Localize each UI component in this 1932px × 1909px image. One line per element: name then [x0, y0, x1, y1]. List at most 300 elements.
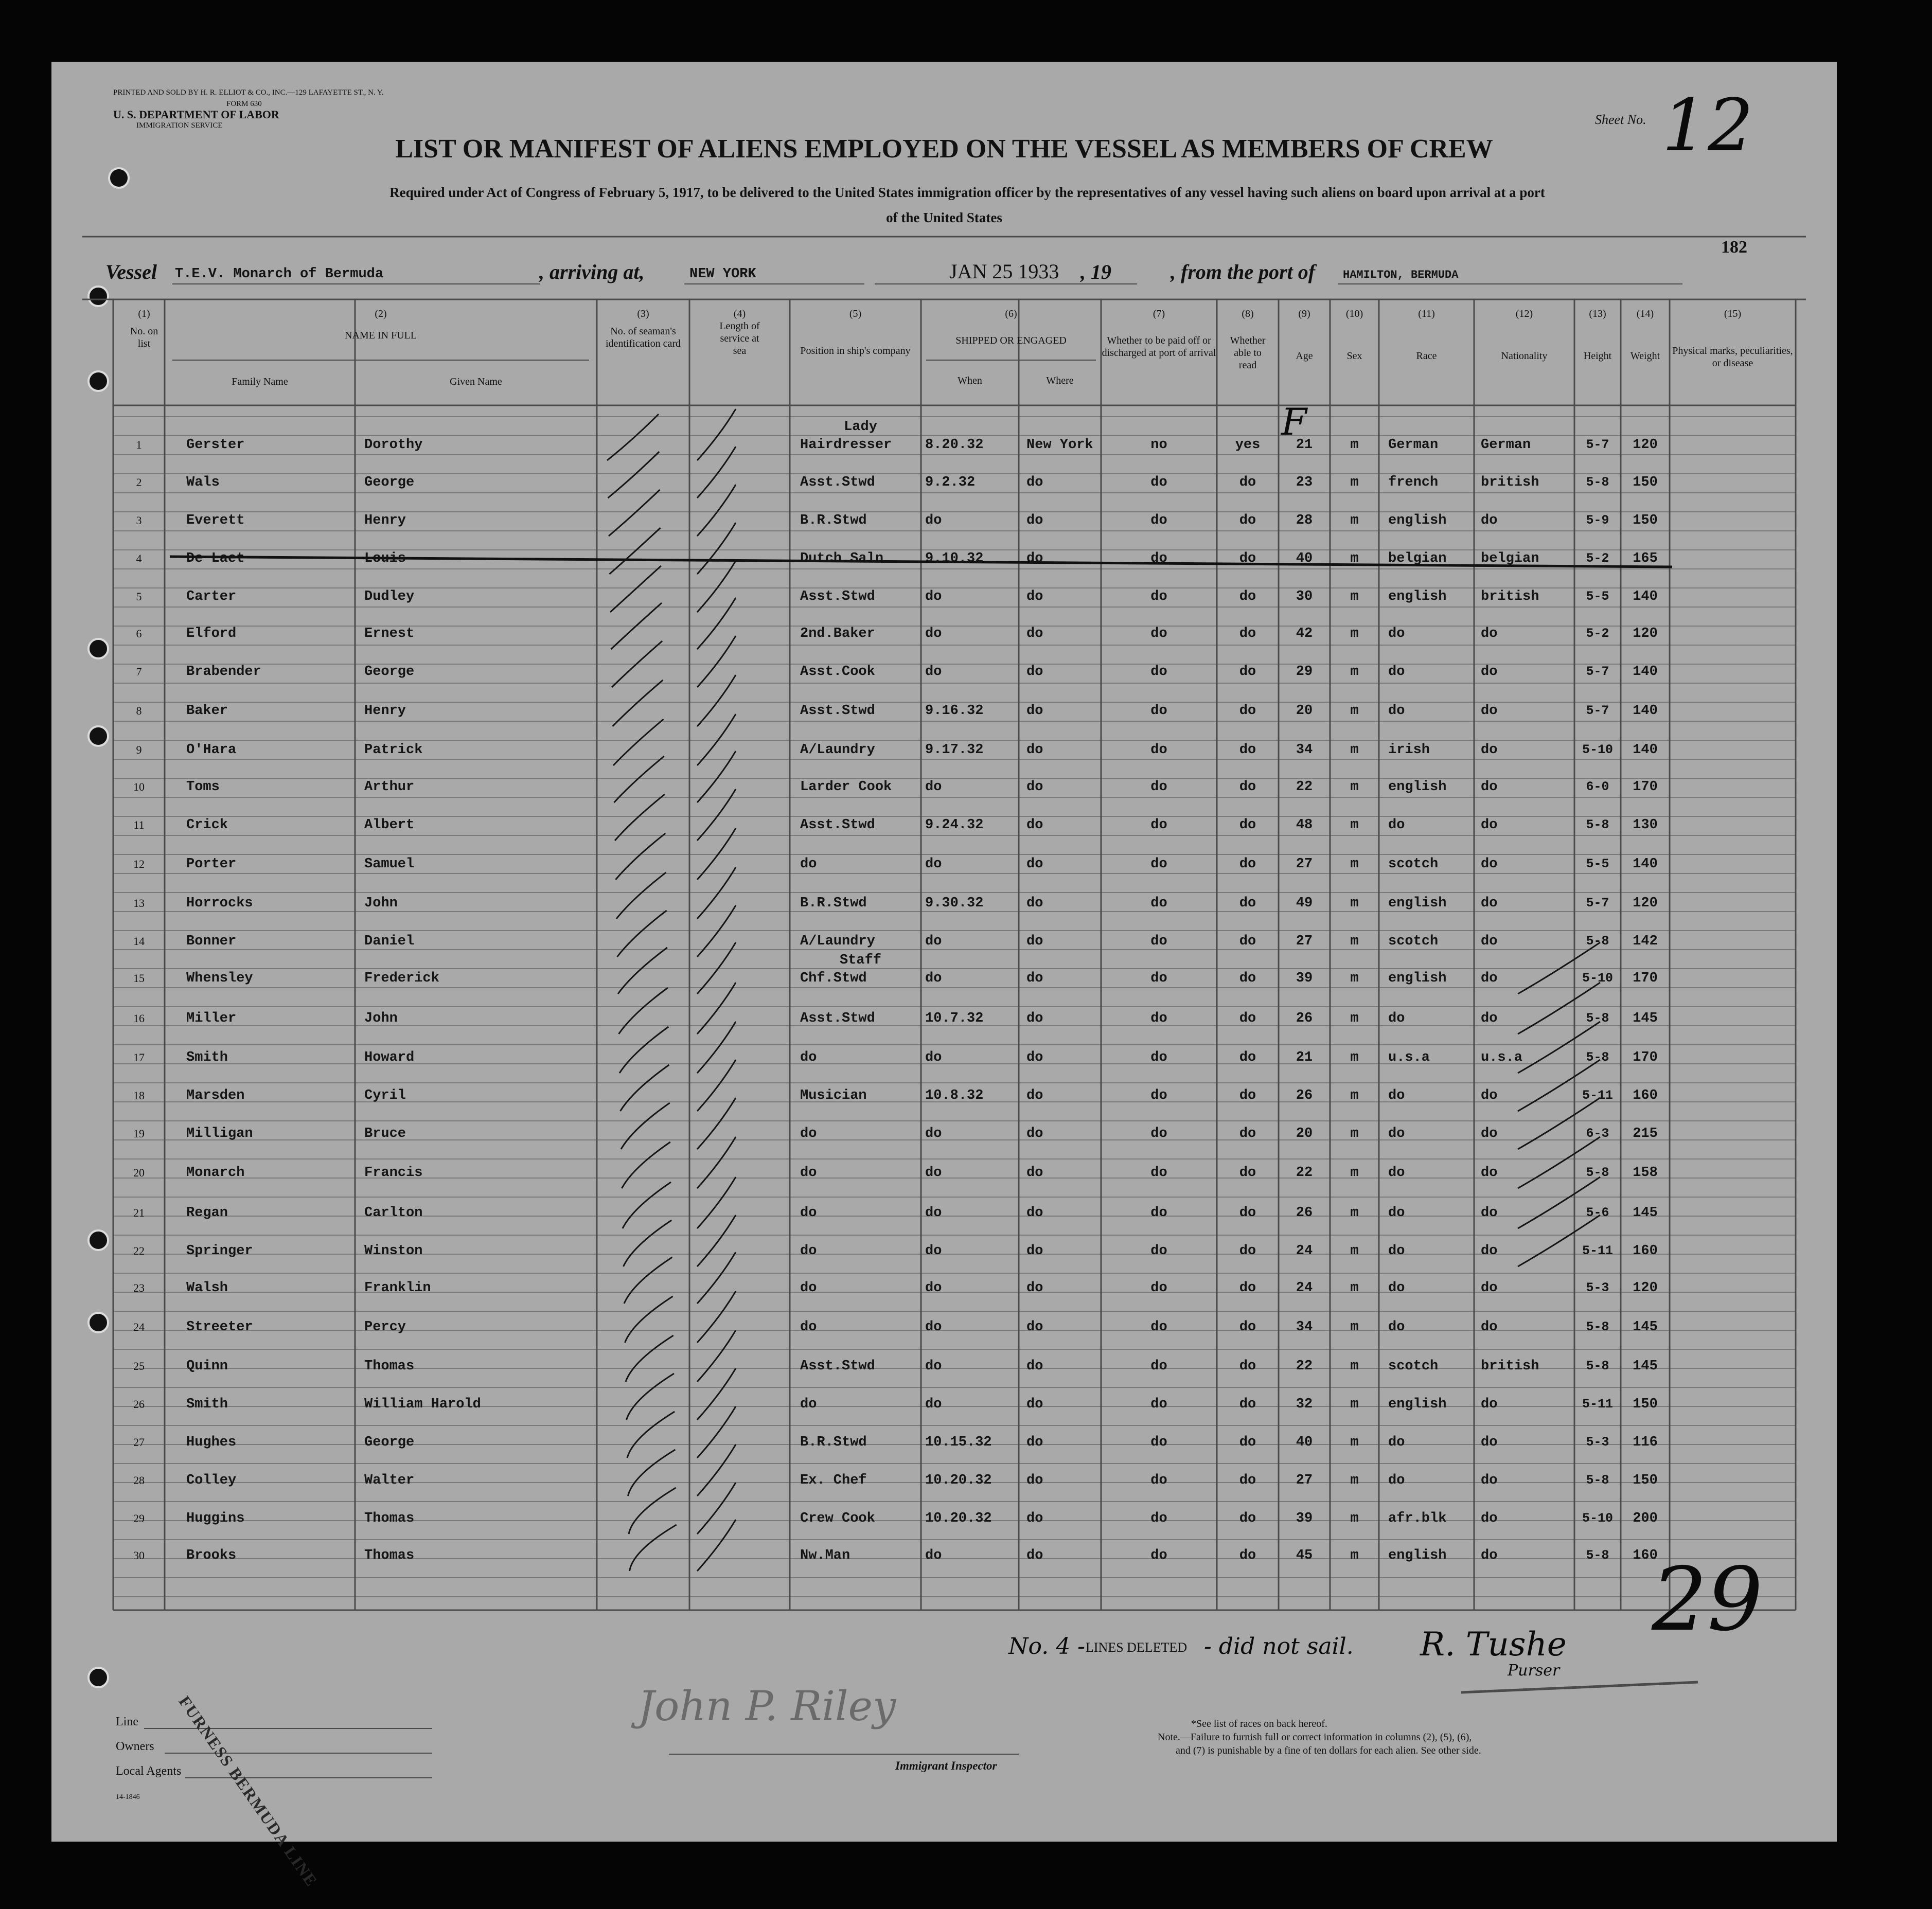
col13-number: (13) — [1589, 308, 1606, 319]
cell-age: 45 — [1296, 1548, 1313, 1563]
cell-where: do — [1026, 513, 1043, 528]
cell-position: do — [800, 1205, 817, 1221]
cell-paid: do — [1150, 1165, 1167, 1181]
cell-weight: 215 — [1633, 1126, 1658, 1141]
cell-family: Elford — [186, 626, 237, 641]
col15-number: (15) — [1724, 308, 1742, 319]
cell-family: Smith — [186, 1050, 228, 1065]
cell-position: B.R.Stwd — [800, 1435, 867, 1450]
cell-height: 5-8 — [1586, 934, 1609, 949]
cell-family: Smith — [186, 1397, 228, 1412]
cell-no: 18 — [133, 1089, 145, 1102]
company-stamp: FURNESS BERMUDA LINE — [175, 1692, 322, 1890]
cell-race: afr.blk — [1388, 1511, 1447, 1526]
cell-given: Daniel — [364, 934, 415, 949]
col9-number: (9) — [1298, 308, 1310, 319]
cell-family: Hughes — [186, 1435, 237, 1450]
cell-sex: m — [1350, 1280, 1359, 1296]
cell-height: 5-10 — [1582, 1511, 1613, 1526]
col3-header: No. of seaman's identification card — [605, 326, 681, 349]
cell-race: english — [1388, 896, 1447, 911]
when-header: When — [958, 375, 982, 386]
col2-header: NAME IN FULL — [345, 330, 417, 341]
cell-age: 20 — [1296, 703, 1313, 719]
cell-weight: 130 — [1633, 817, 1658, 833]
cell-read: do — [1239, 934, 1256, 949]
cell-when: do — [925, 1548, 942, 1563]
check-mark — [624, 1220, 672, 1266]
cell-family: Milligan — [186, 1126, 253, 1141]
cell-paid: do — [1150, 971, 1167, 986]
cell-family: Miller — [186, 1011, 237, 1026]
cell-where: do — [1026, 1435, 1043, 1450]
cell-where: do — [1026, 934, 1043, 949]
cell-where: do — [1026, 1511, 1043, 1526]
cell-sex: m — [1350, 779, 1359, 795]
cell-when: do — [925, 589, 942, 604]
cell-read: do — [1239, 1280, 1256, 1296]
cell-family: Streeter — [186, 1319, 253, 1335]
cell-family: Brabender — [186, 664, 261, 680]
cell-race: do — [1388, 703, 1405, 719]
cell-given: Patrick — [364, 742, 423, 758]
cell-age: 24 — [1296, 1280, 1313, 1296]
sheet-label: Sheet No. — [1595, 112, 1646, 127]
cell-race: english — [1388, 1548, 1447, 1563]
cell-position: do — [800, 1397, 817, 1412]
fine-note-1: Note.—Failure to furnish full or correct information in columns (2), (5), (6), — [1158, 1732, 1472, 1743]
cell-no: 15 — [133, 972, 145, 985]
cell-given: George — [364, 1435, 415, 1450]
cell-nationality: british — [1481, 475, 1539, 490]
cell-family: Regan — [186, 1205, 228, 1221]
sex-correction-mark: F — [1281, 400, 1307, 443]
cell-sex: m — [1350, 664, 1359, 680]
col1-header: No. on list — [130, 326, 158, 349]
cell-sex: m — [1350, 437, 1359, 453]
cell-race: english — [1388, 1397, 1447, 1412]
col7-number: (7) — [1153, 308, 1165, 319]
service-name: IMMIGRATION SERVICE — [136, 121, 223, 130]
check-mark — [627, 1412, 675, 1458]
cell-race: scotch — [1388, 1359, 1439, 1374]
cell-when: do — [925, 1319, 942, 1335]
cell-no: 16 — [133, 1012, 145, 1025]
form-ruling — [51, 62, 1837, 1842]
cell-read: do — [1239, 857, 1256, 872]
cell-read: do — [1239, 817, 1256, 833]
cell-read: do — [1239, 626, 1256, 641]
cell-when: 9.10.32 — [925, 551, 984, 566]
check-mark — [624, 1257, 672, 1304]
cell-given: Ernest — [364, 626, 415, 641]
cell-age: 49 — [1296, 896, 1313, 911]
cell-paid: do — [1150, 551, 1167, 566]
cell-given: Francis — [364, 1165, 423, 1181]
cell-height: 5-7 — [1586, 437, 1609, 452]
cell-nationality: belgian — [1481, 551, 1539, 566]
col11-header: Race — [1416, 350, 1437, 362]
cell-nationality: do — [1481, 1473, 1498, 1488]
cell-position: Ex. Chef — [800, 1473, 867, 1488]
cell-nationality: do — [1481, 1548, 1498, 1563]
cell-position: Chf.Stwd — [800, 971, 867, 986]
cell-sex: m — [1350, 817, 1359, 833]
cell-paid: do — [1150, 626, 1167, 641]
cell-where: do — [1026, 742, 1043, 758]
cell-where: do — [1026, 1319, 1043, 1335]
col14-number: (14) — [1636, 308, 1654, 319]
cell-no: 9 — [136, 743, 142, 756]
cell-family: Walsh — [186, 1280, 228, 1296]
cell-nationality: do — [1481, 896, 1498, 911]
cell-when: 10.20.32 — [925, 1473, 992, 1488]
cell-height: 5-3 — [1586, 1280, 1609, 1295]
form-number: FORM 630 — [226, 100, 262, 108]
cell-given: Thomas — [364, 1548, 415, 1563]
cell-position: do — [800, 1280, 817, 1296]
cell-sex: m — [1350, 1243, 1359, 1259]
cell-weight: 140 — [1633, 857, 1658, 872]
check-mark — [622, 1142, 670, 1188]
cell-age: 39 — [1296, 971, 1313, 986]
check-mark — [623, 1182, 671, 1228]
cell-family: Huggins — [186, 1511, 245, 1526]
cell-position: Dutch.Saln — [800, 551, 884, 566]
cell-position: do — [800, 1243, 817, 1259]
cell-family: Crick — [186, 817, 228, 833]
cell-read: do — [1239, 1205, 1256, 1221]
cell-where: do — [1026, 1243, 1043, 1259]
cell-read: do — [1239, 703, 1256, 719]
check-mark — [625, 1296, 673, 1343]
cell-sex: m — [1350, 1511, 1359, 1526]
cell-age: 22 — [1296, 1359, 1313, 1374]
col14-header: Weight — [1630, 350, 1660, 362]
cell-sex: m — [1350, 1359, 1359, 1374]
cell-position: B.R.Stwd — [800, 513, 867, 528]
cell-height: 6-0 — [1586, 779, 1609, 794]
cell-height: 5-10 — [1582, 742, 1613, 757]
cell-when: do — [925, 626, 942, 641]
cell-position: 2nd.Baker — [800, 626, 875, 641]
cell-paid: do — [1150, 513, 1167, 528]
cell-race: english — [1388, 971, 1447, 986]
check-mark — [614, 756, 664, 802]
cell-when: 10.20.32 — [925, 1511, 992, 1526]
cell-height: 5-8 — [1586, 1319, 1609, 1334]
cell-given: George — [364, 475, 415, 490]
cell-read: do — [1239, 513, 1256, 528]
check-mark — [630, 1525, 677, 1571]
cell-given: Frederick — [364, 971, 439, 986]
page-number: 182 — [1721, 238, 1747, 257]
cell-paid: do — [1150, 857, 1167, 872]
cell-given: Winston — [364, 1243, 423, 1259]
cell-weight: 165 — [1633, 551, 1658, 566]
cell-when: do — [925, 1397, 942, 1412]
cell-family: Gerster — [186, 437, 245, 453]
cell-no: 22 — [133, 1244, 145, 1257]
cell-position: do — [800, 1126, 817, 1141]
cell-race: u.s.a — [1388, 1050, 1430, 1065]
cell-given: George — [364, 664, 415, 680]
cell-paid: do — [1150, 703, 1167, 719]
given-name-header: Given Name — [450, 376, 502, 387]
cell-family: Monarch — [186, 1165, 245, 1181]
cell-position: Asst.Stwd — [800, 1359, 875, 1374]
cell-position: do — [800, 1319, 817, 1335]
cell-position: A/Laundry — [800, 934, 875, 949]
cell-weight: 120 — [1633, 626, 1658, 641]
cell-age: 28 — [1296, 513, 1313, 528]
cell-when: 10.7.32 — [925, 1011, 984, 1026]
cell-paid: no — [1150, 437, 1167, 453]
check-mark — [697, 1137, 736, 1188]
arriving-port: NEW YORK — [689, 266, 756, 282]
cell-age: 27 — [1296, 1473, 1313, 1488]
cell-given: John — [364, 1011, 398, 1026]
cell-race: German — [1388, 437, 1439, 453]
cell-paid: do — [1150, 1319, 1167, 1335]
cell-when: do — [925, 1359, 942, 1374]
cell-no: 5 — [136, 590, 142, 603]
cell-race: do — [1388, 664, 1405, 680]
cell-age: 26 — [1296, 1088, 1313, 1103]
cell-height: 5-5 — [1586, 589, 1609, 604]
cell-race: do — [1388, 1165, 1405, 1181]
sheet-number: 12 — [1662, 84, 1754, 168]
cell-when: 9.16.32 — [925, 703, 984, 719]
cell-age: 34 — [1296, 742, 1313, 758]
cell-given: Walter — [364, 1473, 415, 1488]
cell-where: do — [1026, 1011, 1043, 1026]
cell-paid: do — [1150, 1088, 1167, 1103]
cell-age: 42 — [1296, 626, 1313, 641]
cell-read: do — [1239, 896, 1256, 911]
cell-nationality: do — [1481, 626, 1498, 641]
cell-no: 14 — [133, 935, 145, 948]
cell-position: do — [800, 1050, 817, 1065]
cell-height: 5-8 — [1586, 1011, 1609, 1026]
cell-nationality: do — [1481, 817, 1498, 833]
cell-race: do — [1388, 1280, 1405, 1296]
cell-sex: m — [1350, 626, 1359, 641]
cell-family: Everett — [186, 513, 245, 528]
check-mark — [697, 828, 736, 880]
check-mark — [697, 714, 736, 765]
cell-age: 21 — [1296, 1050, 1313, 1065]
cell-height: 5-11 — [1582, 1088, 1613, 1103]
col10-header: Sex — [1346, 350, 1362, 362]
cell-when: 10.8.32 — [925, 1088, 984, 1103]
check-mark — [609, 490, 660, 536]
cell-height: 5-8 — [1586, 1548, 1609, 1563]
cell-height: 5-6 — [1586, 1205, 1609, 1220]
cell-given: Henry — [364, 513, 406, 528]
cell-read: do — [1239, 589, 1256, 604]
check-mark — [697, 1291, 736, 1343]
cell-no: 4 — [136, 552, 142, 565]
cell-when: do — [925, 1205, 942, 1221]
check-mark — [618, 948, 667, 994]
cell-no: 28 — [133, 1474, 145, 1487]
cell-position: A/Laundry — [800, 742, 875, 758]
cell-where: do — [1026, 1165, 1043, 1181]
cell-height: 5-8 — [1586, 1359, 1609, 1373]
cell-height: 5-8 — [1586, 1050, 1609, 1065]
from-port: HAMILTON, BERMUDA — [1343, 269, 1459, 281]
cell-nationality: do — [1481, 1280, 1498, 1296]
cell-sex: m — [1350, 551, 1359, 566]
cell-no: 6 — [136, 627, 142, 640]
cell-where: do — [1026, 1548, 1043, 1563]
cell-race: do — [1388, 1243, 1405, 1259]
cell-when: do — [925, 1165, 942, 1181]
cell-read: do — [1239, 1397, 1256, 1412]
printer-credit: PRINTED AND SOLD BY H. R. ELLIOT & CO., INC.—129 LAFAYETTE ST., N. Y. — [113, 88, 384, 97]
cell-where: do — [1026, 971, 1043, 986]
cell-family: Wals — [186, 475, 220, 490]
cell-where: do — [1026, 779, 1043, 795]
cell-age: 39 — [1296, 1511, 1313, 1526]
cell-nationality: do — [1481, 742, 1498, 758]
cell-race: do — [1388, 1126, 1405, 1141]
cell-no: 8 — [136, 704, 142, 717]
cell-given: Percy — [364, 1319, 406, 1335]
cell-position: do — [800, 1165, 817, 1181]
cell-paid: do — [1150, 1280, 1167, 1296]
cell-family: Bonner — [186, 934, 237, 949]
cell-read: do — [1239, 1548, 1256, 1563]
cell-race: english — [1388, 779, 1447, 795]
check-mark — [697, 675, 736, 726]
cell-sex: m — [1350, 742, 1359, 758]
check-mark — [619, 988, 668, 1034]
cell-weight: 120 — [1633, 896, 1658, 911]
cell-when: 9.30.32 — [925, 896, 984, 911]
cell-family: Whensley — [186, 971, 253, 986]
cell-weight: 140 — [1633, 703, 1658, 719]
cell-no: 20 — [133, 1166, 145, 1179]
cell-position-line1: Lady — [844, 419, 877, 435]
cell-race: belgian — [1388, 551, 1447, 566]
cell-race: do — [1388, 1011, 1405, 1026]
cell-no: 11 — [133, 818, 145, 831]
cell-nationality: do — [1481, 1511, 1498, 1526]
cell-where: New York — [1026, 437, 1093, 453]
cell-paid: do — [1150, 742, 1167, 758]
deleted-note-reason: - did not sail. — [1204, 1633, 1354, 1660]
cell-weight: 150 — [1633, 475, 1658, 490]
cell-no: 1 — [136, 438, 142, 451]
check-mark — [697, 1022, 736, 1073]
cell-weight: 200 — [1633, 1511, 1658, 1526]
cell-family: Springer — [186, 1243, 253, 1259]
cell-read: do — [1239, 779, 1256, 795]
cell-read: do — [1239, 1126, 1256, 1141]
cell-sex: m — [1350, 971, 1359, 986]
cell-when: do — [925, 664, 942, 680]
cell-age: 24 — [1296, 1243, 1313, 1259]
cell-sex: m — [1350, 1050, 1359, 1065]
cell-nationality: do — [1481, 1088, 1498, 1103]
cell-no: 26 — [133, 1398, 145, 1411]
col7-header: Whether to be paid off or discharged at port of arrival — [1102, 335, 1216, 359]
cell-paid: do — [1150, 1435, 1167, 1450]
col3-number: (3) — [637, 308, 649, 319]
cell-race: english — [1388, 513, 1447, 528]
col2-number: (2) — [375, 308, 387, 319]
purser-title: Purser — [1508, 1662, 1560, 1680]
cell-height: 5-8 — [1586, 1473, 1609, 1488]
vessel-name: T.E.V. Monarch of Bermuda — [175, 266, 384, 282]
cell-nationality: british — [1481, 1359, 1539, 1374]
inspector-signature: John P. Riley — [638, 1682, 896, 1730]
cell-sex: m — [1350, 1165, 1359, 1181]
cell-height: 5-9 — [1586, 513, 1609, 528]
cell-where: do — [1026, 1280, 1043, 1296]
cell-height: 5-8 — [1586, 475, 1609, 490]
col8-header: Whether able to read — [1230, 335, 1266, 371]
cell-race: scotch — [1388, 934, 1439, 949]
cell-when: do — [925, 1126, 942, 1141]
cell-height: 5-7 — [1586, 896, 1609, 911]
cell-position: Larder Cook — [800, 779, 892, 795]
cell-age: 22 — [1296, 779, 1313, 795]
cell-where: do — [1026, 589, 1043, 604]
cell-nationality: u.s.a — [1481, 1050, 1523, 1065]
col11-number: (11) — [1418, 308, 1435, 319]
cell-race: do — [1388, 1435, 1405, 1450]
col4-number: (4) — [733, 308, 746, 319]
cell-weight: 170 — [1633, 779, 1658, 795]
cell-where: do — [1026, 475, 1043, 490]
cell-weight: 140 — [1633, 742, 1658, 758]
cell-nationality: do — [1481, 1126, 1498, 1141]
cell-given: Bruce — [364, 1126, 406, 1141]
cell-when: do — [925, 1280, 942, 1296]
purser-signature: R. Tushe — [1420, 1626, 1567, 1664]
cell-paid: do — [1150, 817, 1167, 833]
cell-weight: 145 — [1633, 1205, 1658, 1221]
cell-paid: do — [1150, 1050, 1167, 1065]
cell-when: do — [925, 513, 942, 528]
check-mark — [629, 1488, 676, 1534]
cell-age: 27 — [1296, 934, 1313, 949]
cell-position: Nw.Man — [800, 1548, 850, 1563]
cell-race: do — [1388, 1319, 1405, 1335]
cell-family: Carter — [186, 589, 237, 604]
form-code: 14-1846 — [116, 1793, 140, 1801]
cell-no: 21 — [133, 1206, 145, 1219]
cell-where: do — [1026, 703, 1043, 719]
cell-no: 29 — [133, 1512, 145, 1525]
local-agents-label: Local Agents — [116, 1764, 182, 1778]
cell-height: 5-7 — [1586, 703, 1609, 718]
cell-where: do — [1026, 896, 1043, 911]
cell-weight: 116 — [1633, 1435, 1658, 1450]
cell-age: 30 — [1296, 589, 1313, 604]
cell-nationality: do — [1481, 779, 1498, 795]
col9-header: Age — [1296, 350, 1313, 362]
cell-race: irish — [1388, 742, 1430, 758]
cell-nationality: do — [1481, 703, 1498, 719]
cell-no: 27 — [133, 1436, 145, 1449]
cell-weight: 160 — [1633, 1548, 1658, 1563]
cell-no: 13 — [133, 897, 145, 909]
cell-age: 32 — [1296, 1397, 1313, 1412]
